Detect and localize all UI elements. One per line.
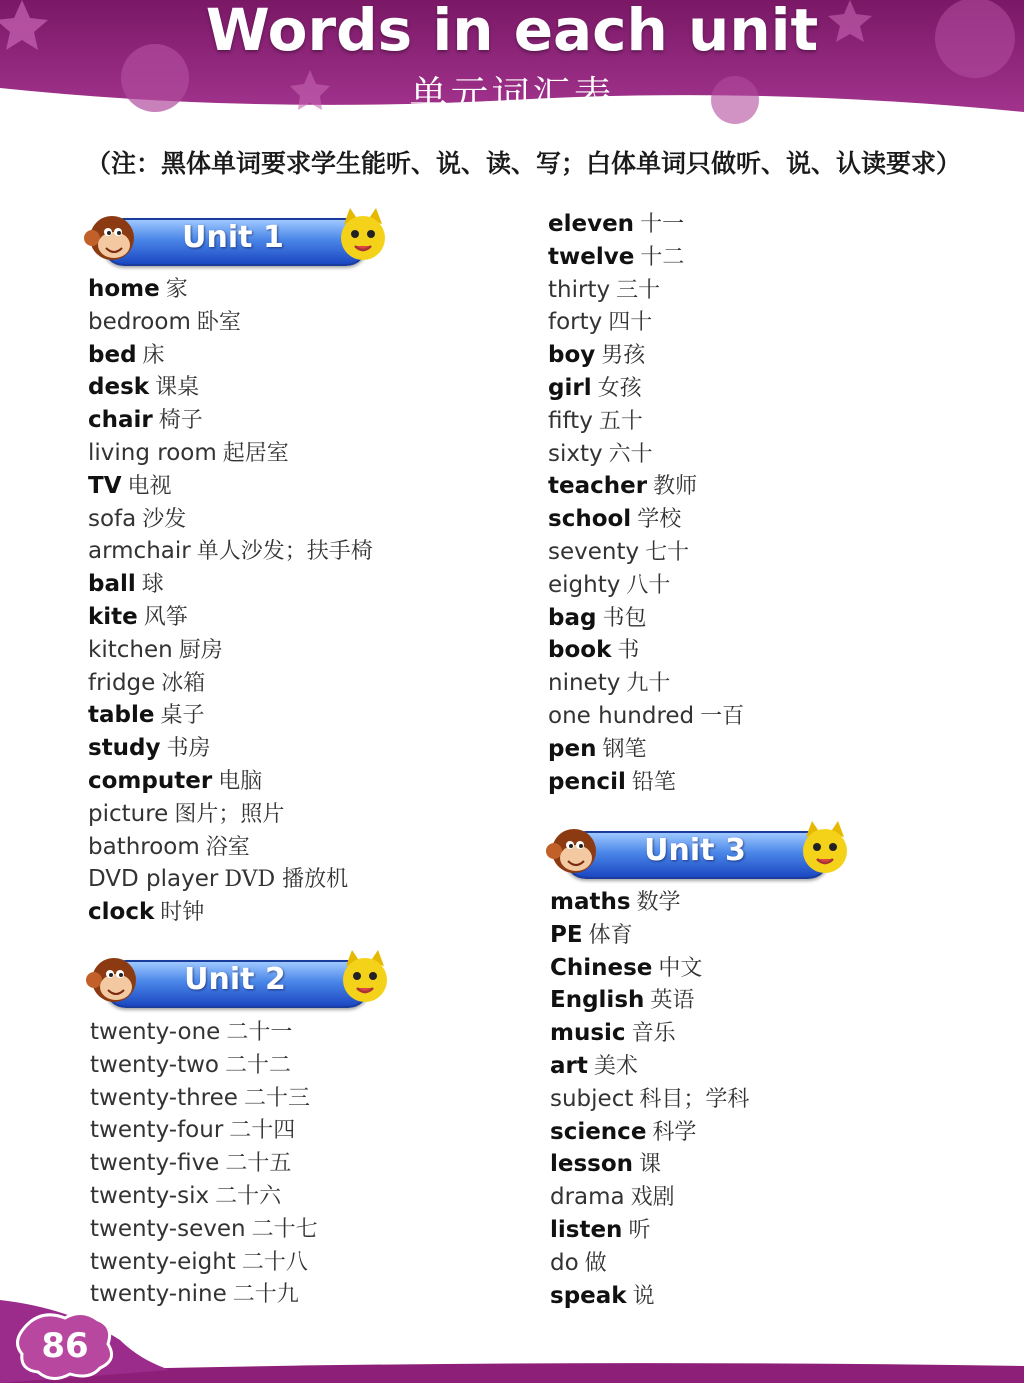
word-entry: lesson 课 [550, 1151, 662, 1178]
word-entry: English 英语 [550, 987, 695, 1014]
word-entry: twenty-six 二十六 [90, 1182, 282, 1209]
word-entry: table 桌子 [88, 702, 205, 729]
word-entry: twelve 十二 [548, 243, 685, 270]
word-entry: twenty-two 二十二 [90, 1051, 291, 1078]
word-entry: fridge 冰箱 [88, 669, 206, 696]
word-entry: ninety 九十 [548, 670, 671, 697]
word-entry: chair 椅子 [88, 407, 203, 434]
unit-3-word-list [550, 886, 749, 1312]
page-subtitle: 单元词汇表 [409, 73, 615, 117]
word-entry: boy 男孩 [548, 342, 646, 369]
unit-1-banner [84, 210, 384, 268]
word-entry: kite 风筝 [88, 603, 188, 630]
word-entry: forty 四十 [548, 309, 653, 336]
word-entry: twenty-one 二十一 [90, 1019, 293, 1045]
instruction-note: （注：黑体单词要求学生能听、说、读、写；白体单词只做听、说、认读要求） [86, 149, 962, 178]
footer-band [0, 1300, 1024, 1383]
monkey-icon [546, 825, 602, 879]
word-entry: drama 戏剧 [550, 1184, 675, 1211]
word-entry: art 美术 [550, 1052, 638, 1079]
word-entry: girl 女孩 [548, 374, 642, 401]
word-entry: bathroom 浴室 [88, 833, 250, 860]
word-entry: seventy 七十 [548, 538, 690, 565]
word-entry: fifty 五十 [548, 407, 643, 434]
word-entry: computer 电脑 [88, 767, 263, 794]
word-entry: book 书 [548, 637, 640, 664]
word-entry: desk 课桌 [88, 374, 200, 401]
word-entry: maths 数学 [550, 889, 681, 915]
cat-icon [798, 819, 852, 879]
word-entry: eleven 十一 [548, 211, 685, 237]
unit-3-banner [546, 823, 846, 881]
word-entry: one hundred 一百 [548, 702, 745, 729]
unit-2-word-list [90, 1016, 318, 1311]
word-entry: bedroom 卧室 [88, 308, 241, 335]
word-entry: speak 说 [550, 1282, 655, 1309]
word-entry: twenty-five 二十五 [90, 1150, 292, 1177]
word-entry: home 家 [88, 276, 188, 302]
word-entry: listen 听 [550, 1216, 651, 1243]
word-entry: pencil 铅笔 [548, 768, 676, 795]
word-entry: music 音乐 [550, 1020, 676, 1047]
word-entry: subject 科目；学科 [550, 1085, 750, 1112]
word-entry: twenty-nine 二十九 [90, 1281, 299, 1308]
word-entry: clock 时钟 [88, 899, 205, 926]
word-entry: sixty 六十 [548, 440, 653, 467]
word-entry: science 科学 [550, 1118, 697, 1145]
word-entry: PE 体育 [550, 921, 633, 948]
word-entry: bed 床 [88, 341, 165, 368]
word-entry: study 书房 [88, 735, 211, 762]
word-entry: twenty-four 二十四 [90, 1117, 296, 1144]
word-entry: do 做 [550, 1249, 607, 1276]
unit-3-label: Unit 3 [644, 833, 746, 868]
unit-2-banner [86, 952, 386, 1010]
unit-1-word-list [88, 273, 373, 929]
word-entry: thirty 三十 [548, 276, 661, 303]
cat-icon [336, 206, 390, 266]
word-entry: twenty-eight 二十八 [90, 1248, 308, 1275]
word-entry: pen 钢笔 [548, 735, 647, 762]
word-entry: eighty 八十 [548, 571, 671, 598]
page-title: Words in each unit [205, 0, 819, 64]
word-entry: armchair 单人沙发；扶手椅 [88, 538, 373, 565]
word-entry: Chinese 中文 [550, 954, 703, 981]
monkey-icon [84, 212, 140, 266]
cat-icon [338, 948, 392, 1008]
word-entry: ball 球 [88, 571, 164, 598]
word-entry: bag 书包 [548, 604, 647, 631]
unit-2-continued-word-list [548, 208, 744, 798]
word-entry: living room 起居室 [88, 439, 289, 466]
word-entry: TV 电视 [88, 472, 172, 499]
word-entry: school 学校 [548, 506, 682, 533]
page-number: 86 [41, 1326, 89, 1366]
word-entry: DVD player DVD 播放机 [88, 866, 349, 893]
word-entry: kitchen 厨房 [88, 636, 223, 663]
word-entry: twenty-three 二十三 [90, 1084, 310, 1111]
word-entry: picture 图片；照片 [88, 800, 285, 827]
word-entry: twenty-seven 二十七 [90, 1215, 318, 1242]
unit-2-label: Unit 2 [184, 962, 286, 997]
monkey-icon [86, 954, 142, 1008]
word-entry: sofa 沙发 [88, 505, 187, 532]
unit-1-label: Unit 1 [182, 220, 284, 255]
word-entry: teacher 教师 [548, 473, 698, 500]
